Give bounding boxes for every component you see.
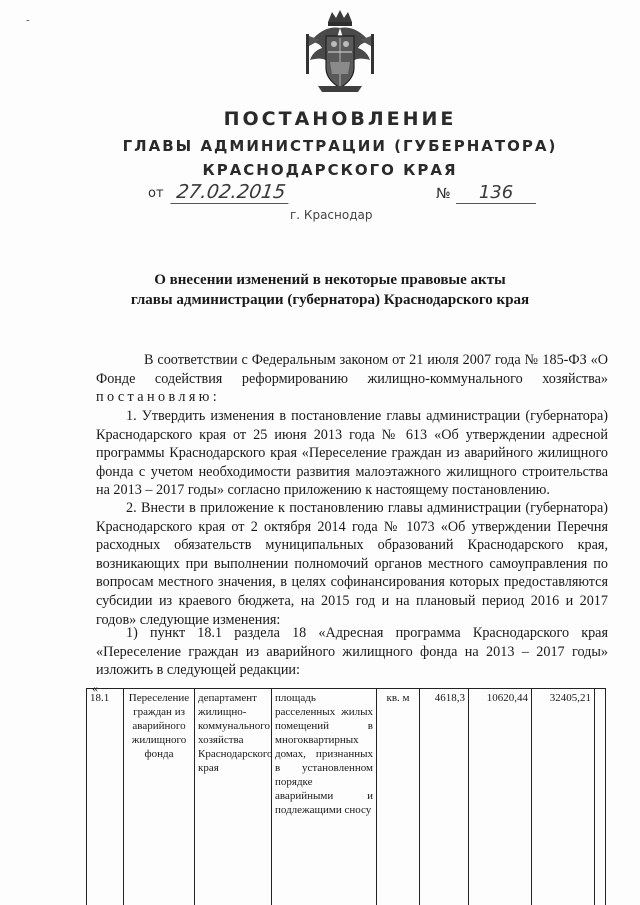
table-row: [87, 689, 606, 905]
document-number: 136: [456, 182, 536, 204]
cell-item-number: 18.1: [87, 689, 124, 905]
document-type-heading: ПОСТАНОВЛЕНИЕ: [223, 108, 457, 130]
quote-open-mark: «: [92, 681, 98, 695]
intro-text: В соответствии с Федеральным законом от 21 июля 2007 года № 185-ФЗ «О Фонде содействия реформированию жилищно-коммунального хозяйства»: [96, 352, 608, 387]
cell-value-4: [595, 689, 606, 905]
document-title-line-2: главы администрации (губернатора) Краснодарского края: [130, 292, 530, 308]
intro-paragraph: [96, 351, 608, 407]
cell-indicator: площадь расселенных жилых помещений в многоквартирных домах, признанных в установленном порядке аварийными и подлежащими сносу: [272, 689, 377, 905]
authority-heading: ГЛАВЫ АДМИНИСТРАЦИИ (ГУБЕРНАТОРА): [122, 137, 558, 155]
coat-of-arms-icon: [302, 8, 378, 94]
document-title-line-1: О внесении изменений в некоторые правовые акты: [154, 272, 506, 288]
cell-value-2: 10620,44: [469, 689, 532, 905]
city-name: г. Краснодар: [290, 208, 373, 222]
cell-value-1: 4618,3: [420, 689, 469, 905]
paragraph-3: 1) пункт 18.1 раздела 18 «Адресная программа Краснодарского края «Переселение граждан из аварийного жилищного фонда на 2013 – 2017 годы» изложить в следующей редакции:: [96, 625, 608, 679]
date-prefix: от: [148, 186, 164, 201]
amendment-table-grid: [86, 688, 606, 905]
corner-mark: -: [26, 14, 30, 26]
document-date: 27.02.2015: [170, 181, 291, 204]
number-label: №: [436, 186, 451, 202]
cell-program-name: Переселение граждан из аварийного жилищного фонда: [124, 689, 195, 905]
amendment-table: [86, 688, 606, 905]
document-title: [0, 270, 640, 310]
paragraph-2: 2. Внести в приложение к постановлению главы администрации (губернатора) Краснодарского края от 2 октября 2014 года № 1073 «Об утверждении Перечня расходных обязательств муниципальных образований Краснодарского края, возникающих при выполнении полномочий органов местного самоуправления по вопросам местного значения, в целях софинансирования которых предоставляются субсидии из краевого бюджета, на 2015 год и на плановый период 2016 и 2017 годов» следующие изменения:: [96, 500, 608, 628]
region-heading: КРАСНОДАРСКОГО КРАЯ: [202, 161, 458, 179]
cell-value-3: 32405,21: [532, 689, 595, 905]
paragraph-1: 1. Утвердить изменения в постановление главы администрации (губернатора) Краснодарского края от 25 июня 2013 года № 613 «Об утверждении адресной программы Краснодарского края «Переселение граждан из аварийного жилищного фонда с учетом необходимости развития малоэтажного жилищного строительства на 2013 – 2017 годы» согласно приложению к настоящему постановлению.: [96, 408, 608, 499]
decree-keyword: постановляю:: [96, 389, 221, 406]
cell-unit: кв. м: [377, 689, 420, 905]
cell-department: департамент жилищно-коммунального хозяйства Краснодарского края: [195, 689, 272, 905]
